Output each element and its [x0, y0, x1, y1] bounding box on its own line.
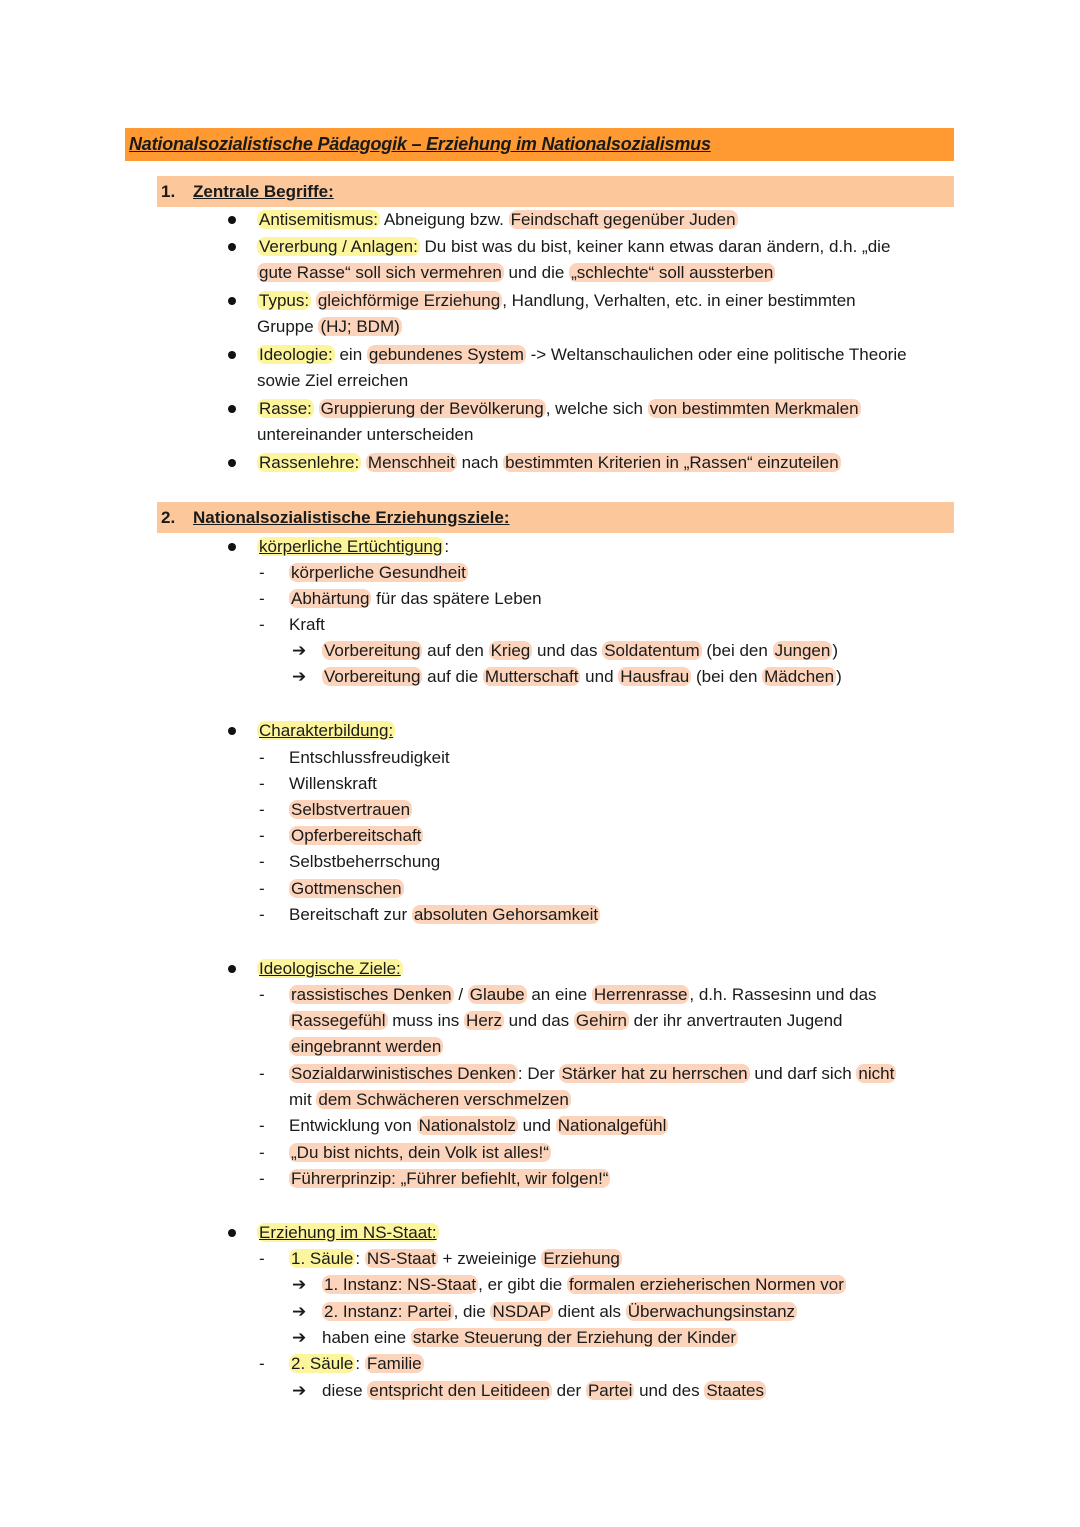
- term-ideologie-cont: [257, 368, 408, 394]
- item-text: muss ins: [387, 1011, 465, 1030]
- term-highlight: Gruppierung der Bevölkerung: [320, 399, 544, 418]
- item-highlight: Erziehung: [543, 1249, 620, 1268]
- item-text: , er gibt die: [478, 1275, 567, 1294]
- term-highlight: Feindschaft gegenüber Juden: [510, 210, 736, 229]
- bullet-icon: [228, 243, 236, 251]
- list-item: [289, 823, 423, 849]
- section-1-header: [157, 176, 954, 207]
- item-text: (bei den: [691, 667, 763, 686]
- item-text: ): [832, 641, 839, 660]
- term-text: -> Weltanschaulichen oder eine politische Theorie: [525, 345, 907, 364]
- item-text: und des: [634, 1381, 705, 1400]
- arrow-item: [322, 1325, 738, 1351]
- dash-icon: -: [259, 852, 265, 871]
- arrow-item: [322, 638, 838, 664]
- term-highlight: gebundenes System: [368, 345, 524, 364]
- item-highlight: rassistisches Denken: [291, 985, 452, 1004]
- item-text: + zweieinige: [437, 1249, 542, 1268]
- item-text: ): [836, 667, 842, 686]
- item-text: dient als: [553, 1302, 626, 1321]
- list-item: [289, 771, 377, 797]
- item-text: und: [517, 1116, 556, 1135]
- list-item: [289, 1351, 424, 1377]
- list-item-cont: [289, 1008, 843, 1034]
- term-highlight: gleichförmige Erziehung: [317, 291, 501, 310]
- dash-icon: -: [259, 1249, 265, 1268]
- arrow-item: [322, 1378, 766, 1404]
- term-highlight: (HJ; BDM): [320, 317, 400, 336]
- dash-icon: -: [259, 985, 265, 1004]
- section-2-header: [157, 502, 954, 533]
- item-text: : Der: [517, 1064, 560, 1083]
- item-text: diese: [322, 1381, 368, 1400]
- dash-icon: -: [259, 905, 265, 924]
- list-item: [289, 560, 468, 586]
- page-title: Nationalsozialistische Pädagogik – Erziehung im Nationalsozialismus: [129, 134, 711, 154]
- section-2-title: Nationalsozialistische Erziehungsziele:: [193, 507, 510, 527]
- arrow-right-icon: ➔: [292, 1275, 307, 1294]
- bullet-icon: [228, 1229, 236, 1237]
- item-highlight: eingebrannt werden: [291, 1037, 442, 1056]
- term-label: Antisemitismus:: [259, 210, 379, 229]
- item-highlight: Selbstvertrauen: [291, 800, 411, 819]
- item-highlight: absoluten Gehorsamkeit: [413, 905, 599, 924]
- arrow-item: [322, 1272, 846, 1298]
- item-highlight: starke Steuerung der Erziehung der Kinder: [412, 1328, 737, 1347]
- section-1-number: 1.: [161, 181, 176, 201]
- term-text: , Handlung, Verhalten, etc. in einer bestimmten: [502, 291, 856, 310]
- arrow-right-icon: ➔: [292, 1381, 307, 1400]
- item-text: Bereitschaft zur: [289, 905, 412, 924]
- term-highlight: Menschheit: [367, 453, 455, 472]
- item-highlight: Krieg: [490, 641, 531, 660]
- item-highlight: Vorbereitung: [324, 641, 421, 660]
- item-highlight: Mädchen: [764, 667, 835, 686]
- dash-icon: -: [259, 800, 265, 819]
- dash-icon: -: [259, 826, 265, 845]
- subheading: Charakterbildung:: [259, 721, 394, 740]
- dash-icon: -: [259, 879, 265, 898]
- term-rasse-cont: [257, 422, 473, 448]
- item-highlight: Staates: [706, 1381, 764, 1400]
- item-highlight: Mutterschaft: [484, 667, 579, 686]
- item-text: mit: [289, 1090, 317, 1109]
- term-rassenlehre: [257, 450, 841, 476]
- item-text: Entwicklung von: [289, 1116, 417, 1135]
- term-highlight: bestimmten Kriterien in „Rassen“ einzuteilen: [505, 453, 839, 472]
- term-vererbung-cont: [257, 260, 775, 286]
- item-text: und darf sich: [749, 1064, 857, 1083]
- arrow-right-icon: ➔: [292, 1302, 307, 1321]
- term-text: [314, 399, 319, 418]
- item-highlight: Vorbereitung: [324, 667, 421, 686]
- term-text: Abneigung bzw.: [380, 210, 509, 229]
- item-highlight: Nationalstolz: [418, 1116, 516, 1135]
- item-text: und das: [503, 1011, 574, 1030]
- item-text: , die: [453, 1302, 491, 1321]
- dash-icon: -: [259, 1354, 265, 1373]
- item-highlight: Stärker hat zu herrschen: [561, 1064, 748, 1083]
- item-text: für das spätere Leben: [371, 589, 542, 608]
- term-text: , welche sich: [545, 399, 648, 418]
- item-highlight: Rassegefühl: [291, 1011, 386, 1030]
- bullet-icon: [228, 543, 236, 551]
- arrow-item: [322, 664, 842, 690]
- item-highlight: Jungen: [774, 641, 831, 660]
- list-item: [289, 982, 877, 1008]
- term-text: ein: [334, 345, 367, 364]
- list-item-cont: [289, 1087, 571, 1113]
- bullet-icon: [228, 727, 236, 735]
- term-text: Du bist was du bist, keiner kann etwas daran ändern, d.h. „die: [419, 237, 891, 256]
- item-highlight: Familie: [366, 1354, 422, 1373]
- arrow-right-icon: ➔: [292, 641, 307, 660]
- term-highlight: „schlechte“ soll aussterben: [571, 263, 774, 282]
- arrow-right-icon: ➔: [292, 1328, 307, 1347]
- dash-icon: -: [259, 563, 265, 582]
- list-item: [289, 586, 542, 612]
- arrow-item: [322, 1299, 797, 1325]
- bullet-icon: [228, 965, 236, 973]
- term-ideologie: [257, 342, 907, 368]
- term-highlight: von bestimmten Merkmalen: [649, 399, 859, 418]
- dash-icon: -: [259, 615, 265, 634]
- item-highlight: Glaube: [469, 985, 525, 1004]
- item-text: , d.h. Rassesinn und das: [689, 985, 877, 1004]
- item-highlight: Gehirn: [575, 1011, 627, 1030]
- dash-icon: -: [259, 774, 265, 793]
- list-item: [289, 745, 450, 771]
- item-text: :: [355, 1354, 365, 1373]
- term-text: sowie Ziel erreichen: [257, 371, 409, 390]
- item-text: auf die: [422, 667, 483, 686]
- subheading: Ideologische Ziele:: [259, 959, 401, 978]
- dash-icon: -: [259, 748, 265, 767]
- dash-icon: -: [259, 1064, 265, 1083]
- item-highlight: Führerprinzip: „Führer befiehlt, wir folgen!“: [291, 1169, 609, 1188]
- item-highlight: Hausfrau: [620, 667, 690, 686]
- item-highlight: Abhärtung: [291, 589, 370, 608]
- item-highlight: Überwachungsinstanz: [627, 1302, 796, 1321]
- bullet-icon: [228, 459, 236, 467]
- item-text: und das: [532, 641, 603, 660]
- list-item: [289, 876, 404, 902]
- term-text: und die: [503, 263, 570, 282]
- bullet-icon: [228, 216, 236, 224]
- item-text: Kraft: [289, 615, 325, 634]
- list-item: [289, 849, 440, 875]
- term-text: Gruppe: [257, 317, 319, 336]
- item-highlight: 1. Instanz: NS-Staat: [324, 1275, 477, 1294]
- list-item: [289, 902, 600, 928]
- term-highlight: gute Rasse“ soll sich vermehren: [259, 263, 502, 282]
- dash-icon: -: [259, 1169, 265, 1188]
- arrow-right-icon: ➔: [292, 667, 307, 686]
- item-text: auf den: [422, 641, 489, 660]
- item-text: der: [551, 1381, 586, 1400]
- term-text: nach: [456, 453, 504, 472]
- bullet-icon: [228, 351, 236, 359]
- item-highlight: NSDAP: [492, 1302, 552, 1321]
- heading-charakter: [257, 718, 395, 744]
- term-antisemitismus: [257, 207, 738, 233]
- item-highlight: „Du bist nichts, dein Volk ist alles!“: [291, 1143, 549, 1162]
- title-bar: [125, 128, 954, 161]
- term-label: Vererbung / Anlagen:: [259, 237, 418, 256]
- section-1-title: Zentrale Begriffe:: [193, 181, 334, 201]
- dash-icon: -: [259, 1143, 265, 1162]
- subheading-colon: :: [444, 537, 450, 556]
- item-highlight-yellow: 1. Säule: [291, 1249, 354, 1268]
- list-item: [289, 612, 325, 638]
- item-text: :: [355, 1249, 365, 1268]
- item-text: Entschlussfreudigkeit: [289, 748, 450, 767]
- item-highlight: Gottmenschen: [291, 879, 402, 898]
- dash-icon: -: [259, 589, 265, 608]
- term-rasse: [257, 396, 861, 422]
- list-item-cont: [289, 1034, 443, 1060]
- item-highlight: Sozialdarwinistisches Denken: [291, 1064, 516, 1083]
- item-highlight: entspricht den Leitideen: [369, 1381, 550, 1400]
- heading-koerper: [257, 534, 449, 560]
- term-typus: [257, 288, 856, 314]
- list-item: [289, 1061, 896, 1087]
- item-highlight: Herrenrasse: [593, 985, 688, 1004]
- item-highlight-yellow: 2. Säule: [291, 1354, 354, 1373]
- item-highlight: Nationalgefühl: [557, 1116, 667, 1135]
- item-highlight: formalen erzieherischen Normen vor: [568, 1275, 844, 1294]
- section-2-number: 2.: [161, 507, 176, 527]
- bullet-icon: [228, 405, 236, 413]
- bullet-icon: [228, 297, 236, 305]
- item-text: (bei den: [701, 641, 773, 660]
- item-highlight: körperliche Gesundheit: [291, 563, 466, 582]
- item-highlight: Soldatentum: [604, 641, 700, 660]
- item-text: an eine: [526, 985, 592, 1004]
- item-highlight: Herz: [466, 1011, 502, 1030]
- item-highlight: Partei: [587, 1381, 633, 1400]
- list-item: [289, 1140, 551, 1166]
- heading-ideologisch: [257, 956, 403, 982]
- item-text: Willenskraft: [289, 774, 377, 793]
- item-highlight: dem Schwächeren verschmelzen: [318, 1090, 569, 1109]
- term-text: untereinander unterscheiden: [257, 425, 474, 444]
- list-item: [289, 1113, 668, 1139]
- item-text: Selbstbeherrschung: [289, 852, 441, 871]
- term-label: Typus:: [259, 291, 310, 310]
- term-typus-cont: [257, 314, 402, 340]
- list-item: [289, 797, 412, 823]
- item-text: haben eine: [322, 1328, 411, 1347]
- subheading: Erziehung im NS-Staat:: [259, 1223, 437, 1242]
- item-text: der ihr anvertrauten Jugend: [628, 1011, 843, 1030]
- heading-nsstaat: [257, 1220, 439, 1246]
- item-highlight: Opferbereitschaft: [291, 826, 422, 845]
- term-label: Ideologie:: [259, 345, 333, 364]
- item-highlight: nicht: [858, 1064, 895, 1083]
- item-text: und: [580, 667, 619, 686]
- item-text: /: [453, 985, 468, 1004]
- dash-icon: -: [259, 1116, 265, 1135]
- list-item: [289, 1246, 622, 1272]
- term-label: Rasse:: [259, 399, 312, 418]
- term-vererbung: [257, 234, 890, 260]
- item-highlight: NS-Staat: [366, 1249, 436, 1268]
- item-highlight: 2. Instanz: Partei: [324, 1302, 452, 1321]
- term-label: Rassenlehre:: [259, 453, 360, 472]
- list-item: [289, 1166, 610, 1192]
- subheading: körperliche Ertüchtigung: [259, 537, 443, 556]
